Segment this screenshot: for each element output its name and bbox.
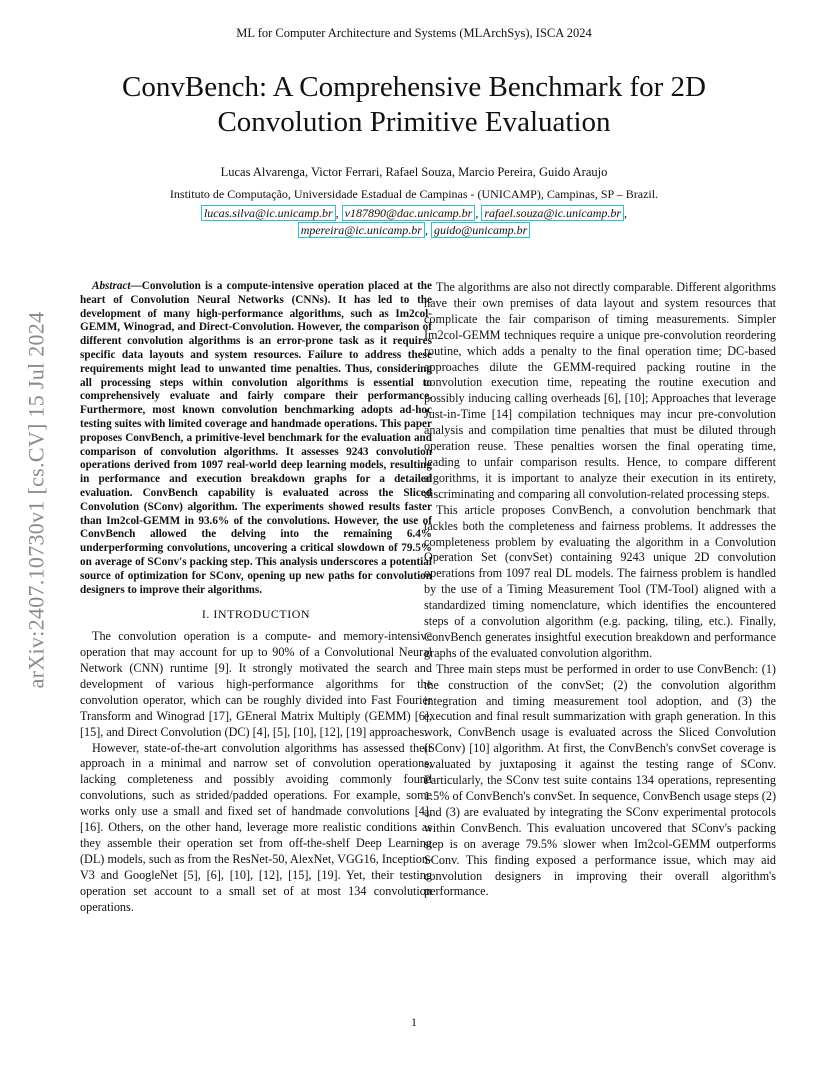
paragraph: Three main steps must be performed in order to use ConvBench: (1) the construction of the convSet; (2) the convolution algorithm integration and timing measurement tool adoption, and (3) the execution and final result summarization with graph generation. In this work, ConvBench usage is evaluated across the Sliced Convolution (SConv) [10] algorithm. At first, the ConvBench's convSet coverage is evaluated by juxtaposing it against the testing range of SConv. Particularly, the SConv test suite contains 134 operations, representing 1.5% of ConvBench's convSet. In sequence, ConvBench usage steps (2) and (3) are evaluated by integrating the SConv experimental protocols within ConvBench. This evaluation uncovered that SConv's packing step is on average 79.5% slower when Im2col-GEMM outperforms SConv. This finding exposed a performance issue, which may aid convolution designers in improving their overall algorithm's performance. xyxy=(424,661,776,899)
email-link[interactable]: v187890@dac.unicamp.br xyxy=(342,205,476,221)
author-list: Lucas Alvarenga, Victor Ferrari, Rafael Souza, Marcio Pereira, Guido Araujo xyxy=(220,165,608,179)
paragraph: The algorithms are also not directly comparable. Different algorithms have their own premises of data layout and system resources that complicate the fair comparison of timing measurements. Simpler Im2col-GEMM techniques require a unique pre-convolution reordering routine, which adds a penalty to the final operation time; DC-based approaches dilute the GEMM-required packing routine in the convolution execution time, repeating the routine execution and possibly inducing calling overheads [6], [10]; Approaches that leverage Just-in-Time [14] compilation techniques may incur pre-convolution analysis and compilation time penalties that must be diluted through operation reuse. These penalties worsen the final operating time, leading to unfair comparison results. Hence, to compare different algorithms, it is important to analyze their execution in its entirety, discriminating and comparing all convolution-related processing steps. xyxy=(424,280,776,501)
email-link[interactable]: rafael.souza@ic.unicamp.br xyxy=(481,205,624,221)
email-link[interactable]: mpereira@ic.unicamp.br xyxy=(298,222,425,238)
email-link[interactable]: lucas.silva@ic.unicamp.br xyxy=(201,205,336,221)
abstract-body: —Convolution is a compute-intensive operation placed at the heart of Convolution Neural Networks (CNNs). It has led to the development of many high-performance algorithms, such as Im2col-GEMM, Winograd, and Direct-Convolution. However, the comparison of different convolution algorithms is an error-prone task as it requires specific data layouts and system resources. Failure to address these requirements might lead to unwanted time penalties. Thus, considering all processing steps within convolution algorithms is essential to comprehensively evaluate and fairly compare their performance. Furthermore, most known convolution benchmarking adopts ad-hoc testing suites with limited coverage and handmade operations. This paper proposes ConvBench, a primitive-level benchmark for the evaluation and comparison of convolution algorithms. It assesses 9243 convolution operations derived from 1097 real-world deep learning models, resulting in performance and execution breakdown graphs for a detailed evaluation. ConvBench capability is evaluated across the Sliced Convolution (SConv) algorithm. The experiments showed results faster than Im2col-GEMM in 93.6% of the convolutions. However, the use of ConvBench allowed the delving into the remaining 6.4% underperforming convolutions, uncovering a critical slowdown of 79.5% on average of SConv's packing step. This analysis underscores a potential source of optimization for SConv, opening up new paths for convolution designers to improve their algorithms. xyxy=(80,280,432,596)
right-column xyxy=(424,280,776,900)
paragraph: However, state-of-the-art convolution algorithms has assessed their approach in a minimal and narrow set of convolution operations, lacking completeness and possibly avoiding commonly found convolutions, such as strided/padded operations. For example, some works only use a small and fixed set of handmade convolutions [4], [16]. Others, on the other hand, leverage more realistic conditions as they assemble their operation set from off-the-shelf Deep Learning (DL) models, such as from the ResNet-50, AlexNet, VGG16, Inception-V3 and GoogleNet [5], [6], [10], [12], [15], [19]. Yet, their testing operation set account to a small set of at most 134 convolution operations. xyxy=(80,740,432,914)
section-title: I. INTRODUCTION xyxy=(201,607,311,622)
email-link[interactable]: guido@unicamp.br xyxy=(431,222,530,238)
paragraph: The convolution operation is a compute- and memory-intensive operation that may account for up to 90% of a Convolutional Neural Network (CNN) runtime [9]. It strongly motivated the search and development of various high-performance algorithms for the convolution operator, which can be roughly divided into Fast Fourier Transform and Winograd [17], GEneral Matrix Multiply (GEMM) [6], [15], and Direct Convolution (DC) [4], [5], [10], [12], [19] approaches. xyxy=(80,629,432,739)
page-number: 1 xyxy=(411,1015,417,1029)
title-line-2: Convolution Primitive Evaluation xyxy=(217,106,611,138)
left-column xyxy=(80,280,432,916)
paper-title xyxy=(60,70,768,140)
paragraph: This article proposes ConvBench, a convolution benchmark that tackles both the completeness and fairness problems. It addresses the completeness problem by evaluating the algorithm in a Convolution Operation Set (convSet) containing 9243 unique 2D convolution operations from 1097 real DL models. The fairness problem is handled by the use of a Timing Measurement Tool (TM-Tool) aligned with a standardized timing nomenclature, which identifies the encountered steps of a convolution algorithm (e.g. packing, tiling, etc.). Finally, ConvBench generates insightful execution breakdown and performance graphs of the evaluated convolution algorithm. xyxy=(424,502,776,660)
abstract xyxy=(80,280,432,597)
venue-header: ML for Computer Architecture and Systems (MLArchSys), ISCA 2024 xyxy=(236,26,592,40)
abstract-lead: Abstract xyxy=(92,280,131,292)
affiliation: Instituto de Computação, Universidade Estadual de Campinas - (UNICAMP), Campinas, SP – Brazil. xyxy=(169,187,659,201)
title-line-1: ConvBench: A Comprehensive Benchmark for 2D xyxy=(122,71,706,103)
arxiv-id: arXiv:2407.10730v1 [cs.CV] 15 Jul 2024 xyxy=(23,311,49,689)
email-list: lucas.silva@ic.unicamp.br , v187890@dac.unicamp.br , rafael.souza@ic.unicamp.br , mpereira@ic.unicamp.br , guido@unicamp.br xyxy=(100,205,728,239)
arxiv-stamp xyxy=(20,300,52,700)
